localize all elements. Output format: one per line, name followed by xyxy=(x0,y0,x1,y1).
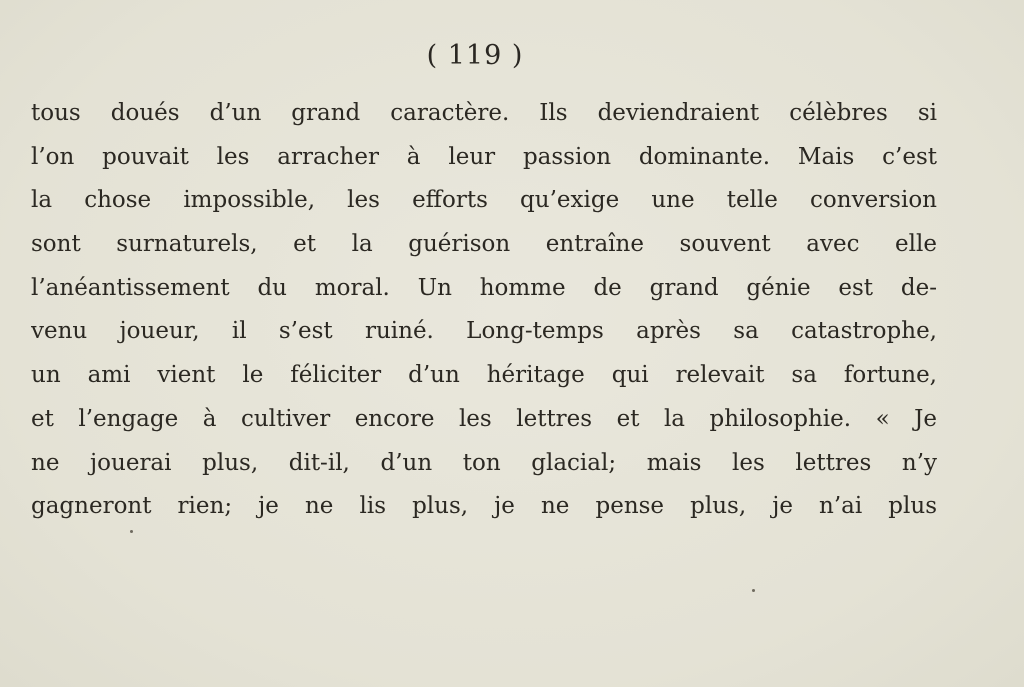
text-line: tous doués d’un grand caractère. Ils deviendraient célèbres si xyxy=(31,100,937,126)
text-line: venu joueur, il s’est ruiné. Long-temps après sa catastrophe, xyxy=(31,318,937,345)
text-line: un ami vient le féliciter d’un héritage qui relevait sa fortune, xyxy=(31,362,937,389)
text-line: la chose impossible, les efforts qu’exige une telle conversion xyxy=(31,187,937,214)
text-line: sont surnaturels, et la guérison entraîne souvent avec elle xyxy=(31,231,937,258)
text-line: gagneront rien; je ne lis plus, je ne pense plus, je n’ai plus xyxy=(31,493,937,520)
paper-speck xyxy=(130,530,133,533)
body-text xyxy=(31,92,937,529)
text-line: l’on pouvait les arracher à leur passion dominante. Mais c’est xyxy=(31,143,937,170)
text-line: l’anéantissement du moral. Un homme de grand génie est de- xyxy=(31,274,937,301)
text-line: ne jouerai plus, dit-il, d’un ton glacial; mais les lettres n’y xyxy=(31,449,937,476)
paper-speck xyxy=(752,589,755,592)
text-line: et l’engage à cultiver encore les lettres et la philosophie. « Je xyxy=(31,405,937,432)
page-number: ( 119 ) xyxy=(426,40,524,71)
